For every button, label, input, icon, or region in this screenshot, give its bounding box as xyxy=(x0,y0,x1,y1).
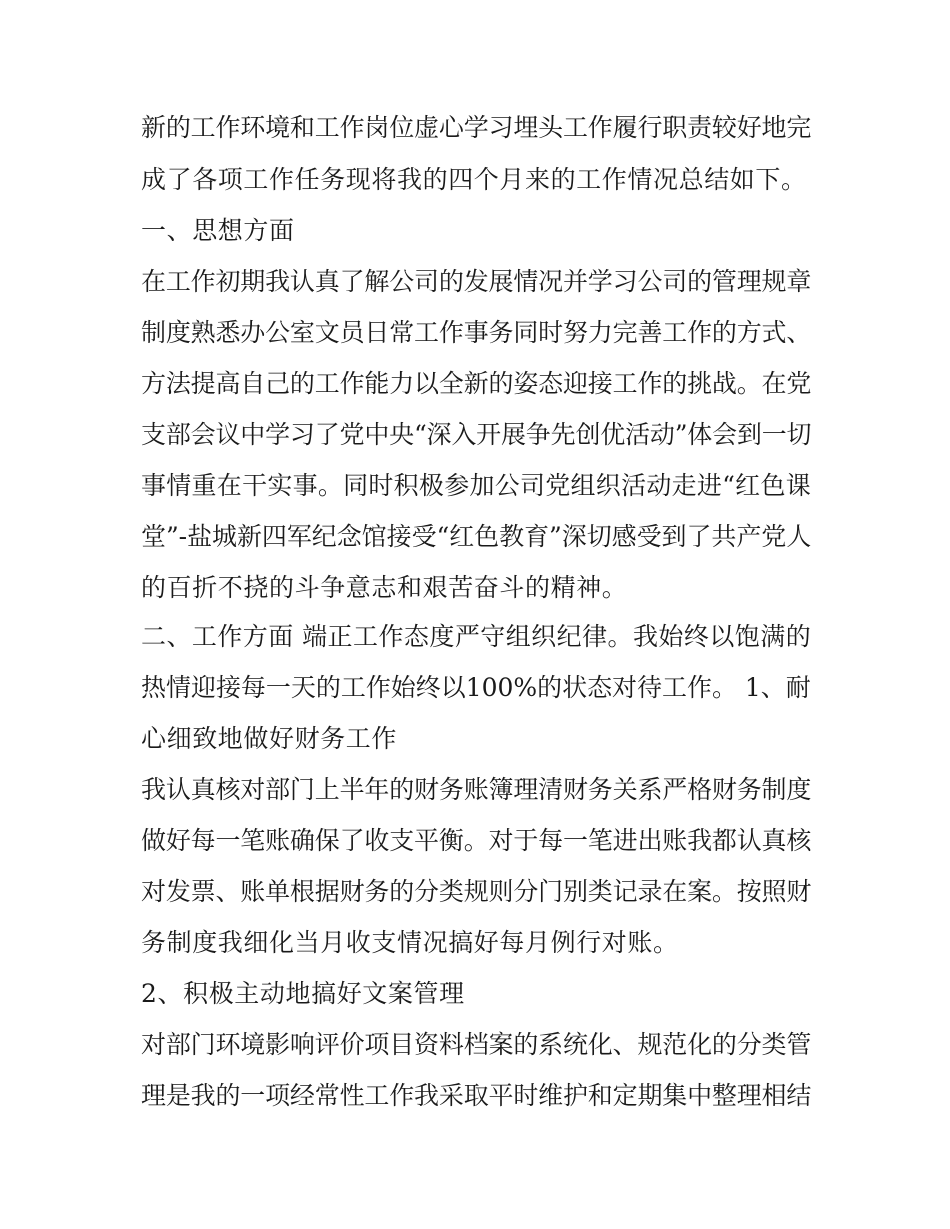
text-line: 在工作初期我认真了解公司的发展情况并学习公司的管理规章 xyxy=(141,267,812,296)
section-heading: 一、思想方面 xyxy=(141,216,295,245)
text-line: 对发票、账单根据财务的分类规则分门别类记录在案。按照财 xyxy=(141,877,812,906)
text-line: 的百折不挠的斗争意志和艰苦奋斗的精神。 xyxy=(141,573,628,602)
text-line: 方法提高自己的工作能力以全新的姿态迎接工作的挑战。在党 xyxy=(141,369,812,398)
text-line: 对部门环境影响评价项目资料档案的系统化、规范化的分类管 xyxy=(141,1030,812,1059)
text-line: 新的工作环境和工作岗位虚心学习埋头工作履行职责较好地完 xyxy=(141,113,812,142)
text-line: 热情迎接每一天的工作始终以100%的状态对待工作。 1、耐 xyxy=(141,673,811,702)
text-line: 堂”-盐城新四军纪念馆接受“红色教育”深切感受到了共产党人 xyxy=(141,522,812,551)
text-line: 务制度我细化当月收支情况搞好每月例行对账。 xyxy=(141,928,679,957)
subsection-heading: 心细致地做好财务工作 xyxy=(141,724,398,753)
text-line: 支部会议中学习了党中央“深入开展争先创优活动”体会到一切 xyxy=(141,420,812,449)
text-line: 事情重在干实事。同时积极参加公司党组织活动走进“红色课 xyxy=(141,471,811,500)
section-heading: 二、工作方面 端正工作态度严守组织纪律。我始终以饱满的 xyxy=(141,622,812,651)
text-line: 做好每一笔账确保了收支平衡。对于每一笔进出账我都认真核 xyxy=(141,826,812,855)
text-line: 成了各项工作任务现将我的四个月来的工作情况总结如下。 xyxy=(141,165,807,194)
subsection-heading: 2、积极主动地搞好文案管理 xyxy=(141,979,465,1008)
text-line: 制度熟悉办公室文员日常工作事务同时努力完善工作的方式、 xyxy=(141,318,812,347)
text-line: 我认真核对部门上半年的财务账簿理清财务关系严格财务制度 xyxy=(141,775,812,804)
text-line: 理是我的一项经常性工作我采取平时维护和定期集中整理相结 xyxy=(141,1081,812,1110)
